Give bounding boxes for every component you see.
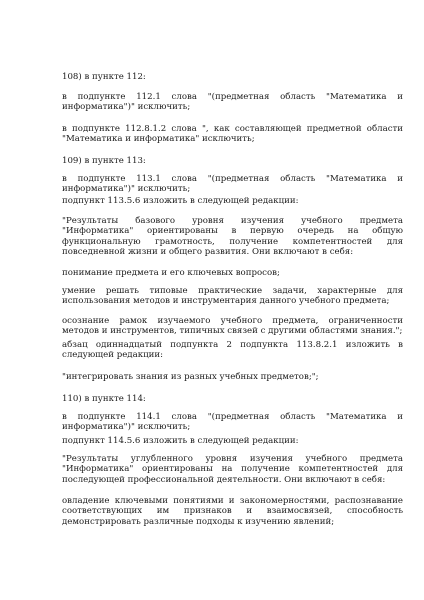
paragraph-understanding: понимание предмета и его ключевых вопросов; [62, 268, 280, 278]
paragraph-112-8-1-2: в подпункте 112.8.1.2 слова ", как составляющей предметной области "Математика и информатика" исключить; [62, 124, 403, 145]
paragraph-mastery: овладение ключевыми понятиями и закономерностями, распознавание соответствующих им признаков и взаимосвязей, способность демонстрировать различные подходы к изучению явлений; [62, 496, 403, 527]
paragraph-113-1: в подпункте 113.1 слова "(предметная область "Математика и информатика")" исключить; [62, 174, 403, 195]
paragraph-109: 109) в пункте 113: [62, 156, 146, 166]
paragraph-108: 108) в пункте 112: [62, 72, 146, 82]
paragraph-integrate: "интегрировать знания из разных учебных предметов;"; [62, 372, 319, 382]
paragraph-awareness: осознание рамок изучаемого учебного предмета, ограниченности методов и инструментов, типичных связей с другими областями знания."; [62, 316, 403, 337]
paragraph-114-5-6: подпункт 114.5.6 изложить в следующей редакции: [62, 436, 299, 446]
paragraph-basic-results: "Результаты базового уровня изучения учебного предмета "Информатика" ориентированы в первую очередь на общую функциональную грамотность, получение компетентностей для повседневной жизни и общего развития. Они включают в себя: [62, 216, 403, 258]
paragraph-110: 110) в пункте 114: [62, 394, 146, 404]
paragraph-112-1: в подпункте 112.1 слова "(предметная область "Математика и информатика")" исключить; [62, 92, 403, 113]
paragraph-skill: умение решать типовые практические задачи, характерные для использования методов и инструментария данного учебного предмета; [62, 286, 403, 307]
paragraph-114-1: в подпункте 114.1 слова "(предметная область "Математика и информатика")" исключить; [62, 412, 403, 433]
paragraph-113-5-6: подпункт 113.5.6 изложить в следующей редакции: [62, 196, 299, 206]
paragraph-advanced-results: "Результаты углубленного уровня изучения учебного предмета "Информатика" ориентированы на получение компетентностей для последующей профессиональной деятельности. Они включают в себя: [62, 454, 403, 485]
paragraph-eleventh: абзац одиннадцатый подпункта 2 подпункта 113.8.2.1 изложить в следующей редакции: [62, 340, 403, 361]
